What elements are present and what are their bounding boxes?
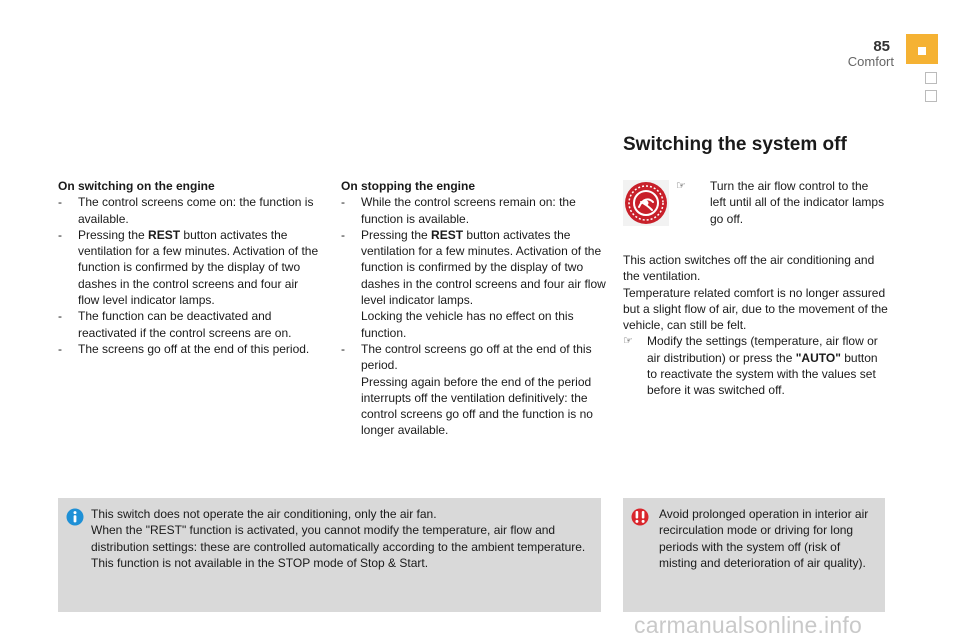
list-dash: - xyxy=(341,227,345,242)
stopping-section xyxy=(341,178,606,439)
list-text-post: button activates the ventilation for a few minutes. Activation of the function is confirmed by the display of two dashes in the control screens and four air flow level indicator lamps. xyxy=(78,227,319,308)
instruction-item xyxy=(623,333,888,398)
chapter-tab-active[interactable] xyxy=(906,34,938,64)
section-label: Comfort xyxy=(847,54,894,69)
knob-instruction-text: Turn the air flow control to the left until all of the indicator lamps go off. xyxy=(710,179,885,226)
list-text: The control screens come on: the function is available. xyxy=(78,195,314,226)
rest-label: REST xyxy=(431,227,464,242)
warning-note xyxy=(623,498,885,612)
list-dash: - xyxy=(58,195,62,210)
paragraph: Temperature related comfort is no longer assured but a slight flow of air, due to the movement of the vehicle, can still be felt. xyxy=(623,285,888,333)
stopping-heading: On stopping the engine xyxy=(341,179,475,193)
switching-on-heading: On switching on the engine xyxy=(58,179,215,193)
warning-icon xyxy=(631,508,649,526)
tab-marker xyxy=(918,47,926,55)
rest-label: REST xyxy=(148,227,181,242)
instruction-text-post: button to reactivate the system with the values set before it was switched off. xyxy=(647,350,878,398)
watermark: carmanualsonline.info xyxy=(634,612,862,638)
list-continuation: Locking the vehicle has no effect on this function. xyxy=(361,309,574,340)
list-item xyxy=(58,227,320,308)
list-text: While the control screens remain on: the function is available. xyxy=(361,195,576,226)
switch-off-description xyxy=(623,252,888,399)
info-icon xyxy=(66,508,84,526)
list-item xyxy=(341,341,606,374)
list-dash: - xyxy=(58,341,62,356)
list-item xyxy=(341,194,606,227)
auto-label: "AUTO" xyxy=(795,350,841,365)
knob-instruction xyxy=(676,178,886,227)
chapter-tab-1[interactable] xyxy=(925,72,937,84)
switching-off-heading: Switching the system off xyxy=(623,134,847,155)
info-line: This function is not available in the STOP mode of Stop & Start. xyxy=(91,555,429,570)
list-dash: - xyxy=(58,309,62,324)
list-dash: - xyxy=(58,227,62,242)
list-dash: - xyxy=(341,341,345,356)
paragraph: This action switches off the air conditioning and the ventilation. xyxy=(623,253,875,284)
list-text: The function can be deactivated and reactivated if the control screens are on. xyxy=(78,309,292,340)
info-note xyxy=(58,498,601,612)
list-item xyxy=(58,341,320,357)
list-dash: - xyxy=(341,195,345,210)
list-item xyxy=(341,227,606,308)
warning-text: Avoid prolonged operation in interior air recirculation mode or driving for long periods with the system off (risk of misting and deterioration of air quality). xyxy=(659,507,869,570)
info-line: This switch does not operate the air conditioning, only the air fan. xyxy=(91,507,437,521)
list-item xyxy=(58,308,320,341)
page-number: 85 xyxy=(873,38,890,55)
list-text-pre: Pressing the xyxy=(78,227,149,242)
air-flow-knob-icon xyxy=(623,180,669,226)
list-text: The screens go off at the end of this period. xyxy=(78,341,310,356)
list-item xyxy=(58,194,320,227)
pointing-hand-icon: ☞ xyxy=(676,180,686,192)
pointing-hand-icon: ☞ xyxy=(623,335,633,348)
chapter-tab-2[interactable] xyxy=(925,90,937,102)
list-text: The control screens go off at the end of this period. xyxy=(361,341,592,373)
switching-on-section xyxy=(58,178,320,357)
info-line: When the "REST" function is activated, you cannot modify the temperature, air flow and distribution settings: these are controlled automatically according to the ambient temperature. xyxy=(91,523,586,554)
instruction-text-pre: Modify the settings (temperature, air flow or air distribution) or press the xyxy=(647,334,878,365)
list-continuation: Pressing again before the end of the period interrupts off the ventilation definitively: the control screens go off and the function is no longer available. xyxy=(361,374,593,438)
list-text-post: button activates the ventilation for a few minutes. Activation of the function is confirmed by the display of two dashes in the control screens and four air flow level indicator lamps. xyxy=(361,227,606,308)
list-text-pre: Pressing the xyxy=(361,227,432,242)
